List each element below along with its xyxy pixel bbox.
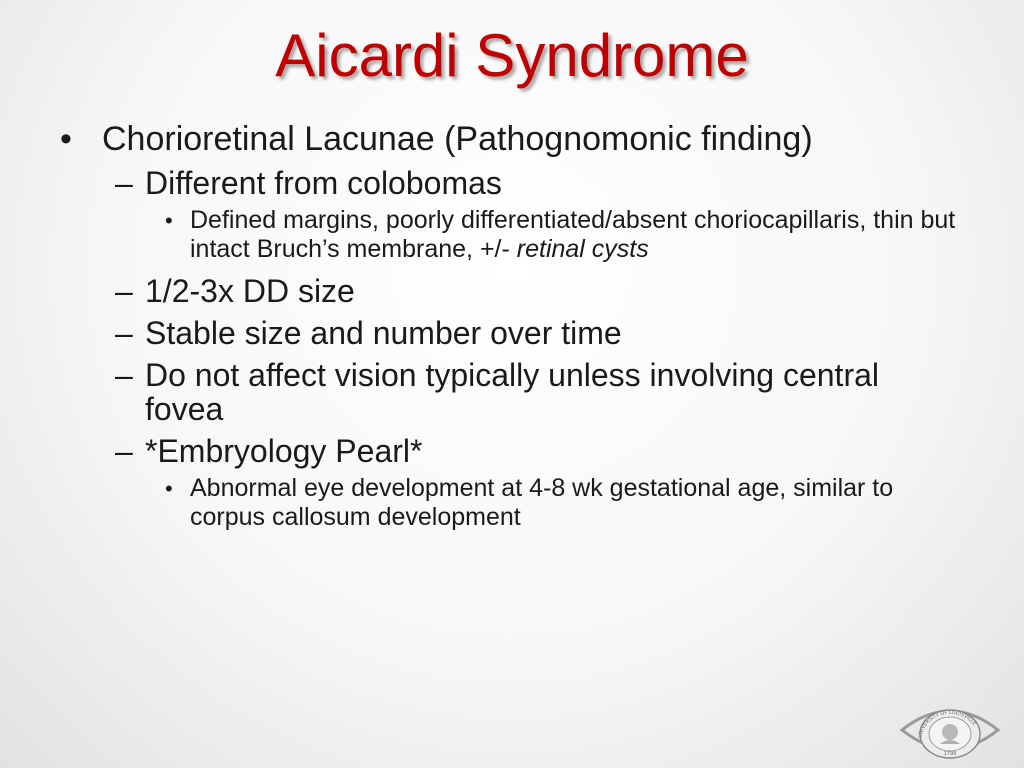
detail-italic-text: retinal cysts	[516, 235, 649, 263]
dash-marker: –	[115, 357, 133, 393]
detail-bullet-margins	[60, 206, 960, 264]
dash-marker: –	[115, 273, 133, 309]
bullet-main	[60, 120, 960, 158]
bullet-marker: •	[60, 120, 72, 158]
bullet-marker: •	[165, 208, 173, 233]
dash-marker: –	[115, 165, 133, 201]
sub-bullet-text: Stable size and number over time	[145, 315, 622, 351]
dash-marker: –	[115, 315, 133, 351]
sub-bullet-stable	[60, 316, 960, 350]
detail-text: Abnormal eye development at 4-8 wk gestational age, similar to corpus callosum development	[190, 474, 894, 531]
sub-bullet-size	[60, 274, 960, 308]
slide-body	[60, 120, 960, 542]
sub-bullet-text: Different from colobomas	[145, 165, 502, 201]
seal-svg	[900, 698, 1000, 760]
university-of-louisville-seal-icon	[900, 698, 1000, 760]
sub-bullet-colobomas	[60, 166, 960, 200]
dash-marker: –	[115, 433, 133, 469]
slide-title: Aicardi Syndrome	[275, 22, 749, 89]
sub-bullet-embryology	[60, 434, 960, 468]
bullet-main-text: Chorioretinal Lacunae (Pathognomonic finding)	[102, 120, 813, 158]
seal-year: 1798	[943, 751, 957, 757]
detail-bullet-development	[60, 474, 960, 532]
sub-bullet-text: *Embryology Pearl*	[145, 433, 423, 469]
detail-text: Defined margins, poorly differentiated/absent choriocapillaris, thin but intact Bruch’s membrane, +/-	[190, 206, 956, 263]
bullet-marker: •	[165, 476, 173, 501]
sub-bullet-text: 1/2-3x DD size	[145, 273, 355, 309]
sub-bullet-text: Do not affect vision typically unless involving central fovea	[145, 357, 879, 427]
sub-bullet-vision	[60, 358, 960, 426]
seal-ring-text: UNIVERSITY OF LOUISVILLE	[917, 709, 978, 739]
